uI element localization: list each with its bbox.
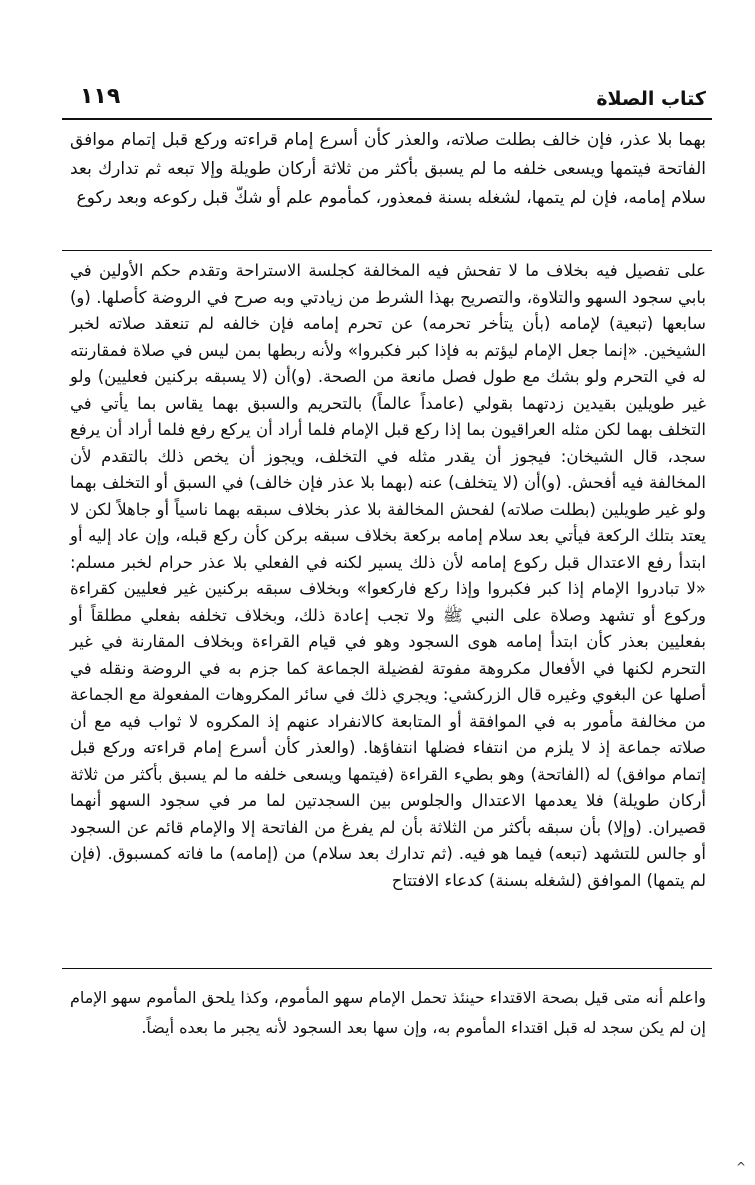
chapter-title: كتاب الصلاة <box>596 88 706 110</box>
page-number: ١١٩ <box>80 84 121 109</box>
header-rule <box>62 118 712 120</box>
main-text: بهما بلا عذر، فإن خالف بطلت صلاته، والعذر كأن أسرع إمام قراءته وركع قبل إتمام موافق الفاتحة فيتمها ويسعى خلفه ما لم يسبق بأكثر من ثلاثة أركان طويلة وإلا تبعه ثم تدارك بعد سلام إمامه، فإن لم يتمها، لشغله بسنة فمعذور، كمأموم علم أو شكّ قبل ركوعه وبعد ركوع <box>70 130 706 208</box>
main-text-divider <box>62 250 712 251</box>
footnote-divider <box>62 968 712 969</box>
page-header <box>60 82 710 116</box>
corner-mark: ^ <box>736 1160 747 1174</box>
footnote-text: واعلم أنه متى قيل بصحة الاقتداء حينئذ تحمل الإمام سهو المأموم، وكذا يلحق المأموم سهو الإمام إن لم يكن سجد له قبل اقتداء المأموم به، وإن سها بعد السجود لأنه يجبر ما بعده أيضاً. <box>70 988 706 1037</box>
commentary-text: على تفصيل فيه بخلاف ما لا تفحش فيه المخالفة كجلسة الاستراحة وتقدم حكم الأولين في بابي سجود السهو والتلاوة، والتصريح بهذا الشرط من زيادتي وبه صرح في الروضة كأصلها. (و) سابعها (تبعية) لإمامه (بأن يتأخر تحرمه) عن تحرم إمامه فإن خالفه لم تنعقد صلاته لخبر الشيخين. «إنما جعل الإمام ليؤتم به فإذا كبر فكبروا» ولأنه ربطها بمن ليس في صلاة فمقارنته له في التحرم ولو بشك مع طول فصل مانعة من الصحة. (و)أن (لا يسبقه بركنين فعليين) ولو غير طويلين بقيدين زدتهما بقولي (عامداً عالماً) بالتحريم والسبق بهما يقاس بما يأتي في التخلف بهما لكن مثله العراقيون بما إذا ركع قبل الإمام فلما أراد أن يركع رفع فلما أراد أن يرفع سجد، قال الشيخان: فيجوز أن يقدر مثله في التخلف، ويجوز أن يخص ذلك بالتقدم لأن المخالفة فيه أفحش. (و)أن (لا يتخلف) عنه (بهما بلا عذر فإن خالف) في السبق أو التخلف بهما ولو غير طويلين (بطلت صلاته) لفحش المخالفة بلا عذر بخلاف سبقه بهما ناسياً أو جاهلاً لكن لا يعتد بتلك الركعة فيأتي بعد سلام إمامه بركعة بخلاف سبقه بركن كأن ركع قبله، وإن عاد إليه أو ابتدأ رفع الاعتدال قبل ركوع إمامه لأن ذلك يسير لكنه في الفعلي بلا عذر حرام لخبر مسلم: «لا تبادروا الإمام إذا كبر فكبروا وإذا ركع فاركعوا» وبخلاف سبقه بركنين غير فعليين كقراءة وركوع أو تشهد وصلاة على النبي ﷺ ولا تجب إعادة ذلك، وبخلاف تخلفه بفعلي مطلقاً أو بفعليين بعذر كأن ابتدأ إمامه هوى السجود وهو في قيام القراءة وبخلاف المقارنة في غير التحرم لكنها في الأفعال مكروهة مفوتة لفضيلة الجماعة كما جزم به في الروضة ونقله في أصلها عن البغوي وغيره قال الزركشي: ويجري ذلك في سائر المكروهات المفعولة مع الجماعة من مخالفة مأمور به في الموافقة أو المتابعة كالانفراد عنهم إذ المكروه لا ثواب فيه مع أن صلاته جماعة إذ لا يلزم من انتفاء فضلها انتفاؤها. (والعذر كأن أسرع إمام قراءته وركع قبل إتمام موافق) له (الفاتحة) وهو بطيء القراءة (فيتمها ويسعى خلفه ما لم يسبق بأكثر من ثلاثة أركان طويلة) فلا يعدمها الاعتدال والجلوس بين السجدتين لما مر في سجود السهو أنهما قصيران. (وإلا) بأن سبقه بأكثر من الثلاثة بأن لم يفرغ من الفاتحة إلا والإمام قائم عن السجود أو جالس للتشهد (تبعه) فيما هو فيه. (ثم تدارك بعد سلام) من (إمامه) ما فاته كمسبوق. (فإن لم يتمها) الموافق (لشغله بسنة) كدعاء الافتتاح <box>70 261 706 890</box>
